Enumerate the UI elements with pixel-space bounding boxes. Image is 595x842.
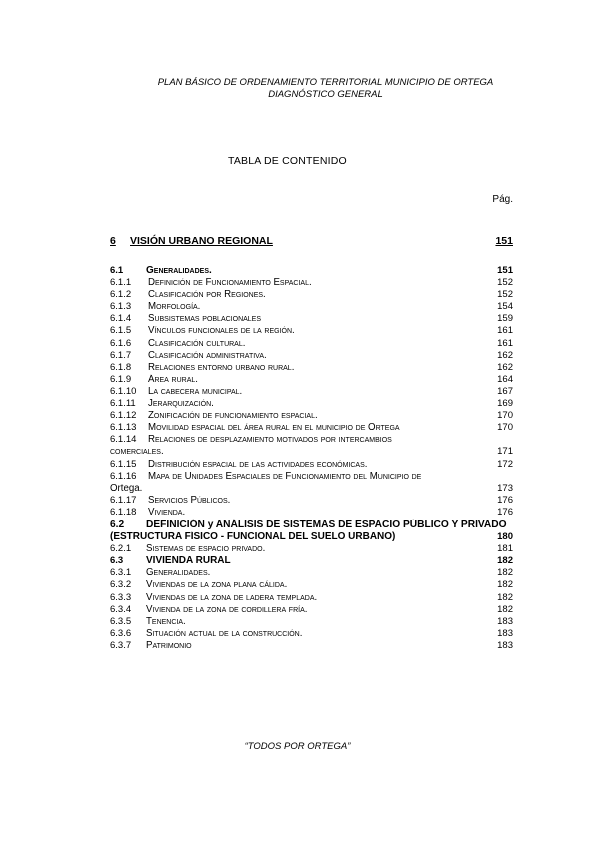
- item-page: 167: [497, 385, 513, 397]
- item-number: 6.1.15: [110, 458, 137, 470]
- item-title: Clasificación administrativa.: [148, 349, 267, 361]
- item-page: 152: [497, 289, 513, 301]
- toc-section-6-1[interactable]: [110, 265, 513, 277]
- item-page: 183: [497, 639, 513, 651]
- page-title: TABLA DE CONTENIDO: [228, 155, 347, 167]
- toc-list-6-1: [110, 277, 513, 434]
- item-page: 162: [497, 361, 513, 373]
- section-title: VIVIENDA RURAL: [146, 555, 231, 567]
- item-title: Viviendas de la zona de ladera templada.: [146, 591, 318, 603]
- item-number: 6.3.3: [110, 591, 132, 603]
- item-number: 6.1.7: [110, 349, 132, 361]
- item-page: 183: [497, 615, 513, 627]
- section-page: 180: [497, 531, 513, 543]
- toc-item[interactable]: [110, 579, 513, 591]
- item-page: 176: [497, 494, 513, 506]
- item-page: 159: [497, 313, 513, 325]
- toc-item[interactable]: [110, 567, 513, 579]
- item-page: 164: [497, 373, 513, 385]
- toc-item[interactable]: [110, 277, 513, 289]
- item-title: Tenencia.: [146, 615, 186, 627]
- item-page: 162: [497, 349, 513, 361]
- item-page: 176: [497, 506, 513, 518]
- toc-item-6-1-14[interactable]: [110, 434, 513, 458]
- page-column-label: Pág.: [492, 194, 513, 205]
- item-title: Movilidad espacial del área rural en el municipio de Ortega: [148, 422, 400, 434]
- toc-section-6-2[interactable]: [110, 519, 513, 543]
- item-number: 6.3.6: [110, 627, 132, 639]
- item-title: Zonificación de funcionamiento espacial.: [148, 410, 318, 422]
- footer-motto: “TODOS POR ORTEGA”: [244, 741, 351, 752]
- item-title: Patrimonio: [146, 639, 192, 651]
- item-number: 6.1.3: [110, 301, 132, 313]
- item-page: 173: [497, 482, 513, 494]
- item-number: 6.3.4: [110, 603, 132, 615]
- section-title-line-2: (ESTRUCTURA FÍSICO - FUNCIONAL DEL SUELO URBANO): [110, 531, 396, 543]
- toc-item[interactable]: [110, 628, 513, 640]
- item-page: 161: [497, 337, 513, 349]
- item-title: Servicios Públicos.: [148, 494, 231, 506]
- header-line-1: PLAN BÁSICO DE ORDENAMIENTO TERRITORIAL MUNICIPIO DE ORTEGA: [157, 77, 494, 88]
- item-title-line-1: Relaciones de desplazamiento motivados por intercambios: [148, 434, 392, 446]
- item-title: Clasificación cultural.: [148, 337, 246, 349]
- toc-item[interactable]: [110, 350, 513, 362]
- toc-chapter[interactable]: [110, 234, 513, 248]
- chapter-title: VISIÓN URBANO REGIONAL: [130, 235, 273, 247]
- item-number: 6.1.12: [110, 410, 137, 422]
- item-number: 6.3.5: [110, 615, 132, 627]
- toc-item[interactable]: [110, 422, 513, 434]
- item-page: 183: [497, 627, 513, 639]
- item-title: Morfología.: [148, 301, 201, 313]
- item-title-line-1: Mapa de Unidades Espaciales de Funcionamiento del Municipio de: [148, 470, 422, 482]
- item-title: Vivienda.: [148, 506, 186, 518]
- toc-body: [110, 265, 513, 652]
- item-number: 6.2.1: [110, 543, 132, 555]
- toc-item[interactable]: [110, 301, 513, 313]
- item-page: 182: [497, 603, 513, 615]
- item-title: Clasificación por Regiones.: [148, 289, 266, 301]
- section-title-line-1: DEFINICIÓN y ANÁLISIS DE SISTEMAS DE ESPACIO PÚBLICO Y PRIVADO: [146, 518, 507, 530]
- section-title: Generalidades.: [146, 265, 212, 276]
- toc-list-6-1-b: [110, 495, 513, 519]
- item-number: 6.3.2: [110, 579, 132, 591]
- section-page: 151: [497, 265, 513, 276]
- item-title: La cabecera municipal.: [148, 385, 243, 397]
- item-page: 182: [497, 579, 513, 591]
- item-title: Situación actual de la construcción.: [146, 627, 303, 639]
- item-page: 182: [497, 567, 513, 579]
- item-page: 172: [497, 458, 513, 470]
- item-number: 6.1.9: [110, 373, 132, 385]
- toc-item[interactable]: [110, 374, 513, 386]
- item-title: Vivienda de la zona de cordillera fría.: [146, 603, 308, 615]
- item-number: 6.1.11: [110, 398, 136, 410]
- item-number: 6.1.5: [110, 325, 132, 337]
- item-number: 6.1.2: [110, 289, 132, 301]
- toc-item[interactable]: [110, 507, 513, 519]
- item-title: Sistemas de espacio privado.: [146, 543, 266, 555]
- item-number: 6.1.17: [110, 494, 137, 506]
- item-number: 6.1.6: [110, 337, 132, 349]
- item-number: 6.1.13: [110, 422, 137, 434]
- item-page: 152: [497, 277, 513, 289]
- toc-item-6-1-16[interactable]: [110, 471, 513, 495]
- toc-item-6-2-1[interactable]: [110, 543, 513, 555]
- toc-item[interactable]: [110, 289, 513, 301]
- item-page: 161: [497, 325, 513, 337]
- item-number: 6.1.16: [110, 470, 137, 482]
- section-page: 182: [497, 555, 513, 567]
- item-page: 171: [497, 446, 513, 458]
- item-title: Jerarquización.: [148, 398, 214, 410]
- toc-item[interactable]: [110, 398, 513, 410]
- item-page: 169: [497, 398, 513, 410]
- item-number: 6.1.8: [110, 361, 132, 373]
- toc-item[interactable]: [110, 640, 513, 652]
- item-title-line-2: comerciales.: [110, 446, 164, 458]
- item-title: Área rural.: [148, 373, 198, 385]
- item-title: Generalidades.: [146, 567, 211, 579]
- toc-item[interactable]: [110, 362, 513, 374]
- toc-item[interactable]: [110, 604, 513, 616]
- toc-item[interactable]: [110, 592, 513, 604]
- header-line-2: DIAGNÓSTICO GENERAL: [268, 89, 383, 100]
- toc-list-6-3: [110, 567, 513, 652]
- item-title: Viviendas de la zona plana cálida.: [146, 579, 288, 591]
- item-number: 6.1.18: [110, 506, 137, 518]
- item-title: Distribución espacial de las actividades económicas.: [148, 458, 368, 470]
- toc-item[interactable]: [110, 410, 513, 422]
- chapter-page: 151: [495, 235, 513, 247]
- item-number: 6.3.7: [110, 639, 132, 651]
- toc-section-6-3[interactable]: [110, 555, 513, 567]
- section-number: 6.1: [110, 265, 124, 276]
- item-title: Subsistemas poblacionales: [148, 313, 262, 325]
- toc-item-6-1-15[interactable]: [110, 459, 513, 471]
- item-page: 170: [497, 410, 513, 422]
- item-title: Relaciones entorno urbano rural.: [148, 361, 295, 373]
- toc-item[interactable]: [110, 616, 513, 628]
- item-title: Vínculos funcionales de la región.: [148, 325, 295, 337]
- chapter-number: 6: [110, 235, 116, 247]
- item-page: 182: [497, 591, 513, 603]
- section-number: 6.3: [110, 555, 124, 567]
- toc-item[interactable]: [110, 338, 513, 350]
- item-title-line-2: Ortega.: [110, 482, 143, 494]
- toc-item[interactable]: [110, 325, 513, 337]
- toc-item[interactable]: [110, 313, 513, 325]
- section-number: 6.2: [110, 518, 125, 530]
- item-number: 6.1.4: [110, 313, 132, 325]
- item-number: 6.1.14: [110, 434, 137, 446]
- toc-item[interactable]: [110, 495, 513, 507]
- item-number: 6.1.1: [110, 277, 132, 289]
- item-page: 170: [497, 422, 513, 434]
- item-page: 181: [497, 543, 513, 555]
- item-page: 154: [497, 301, 513, 313]
- item-number: 6.1.10: [110, 385, 137, 397]
- item-number: 6.3.1: [110, 567, 132, 579]
- item-title: Definición de Funcionamiento Espacial.: [148, 277, 312, 289]
- toc-item[interactable]: [110, 386, 513, 398]
